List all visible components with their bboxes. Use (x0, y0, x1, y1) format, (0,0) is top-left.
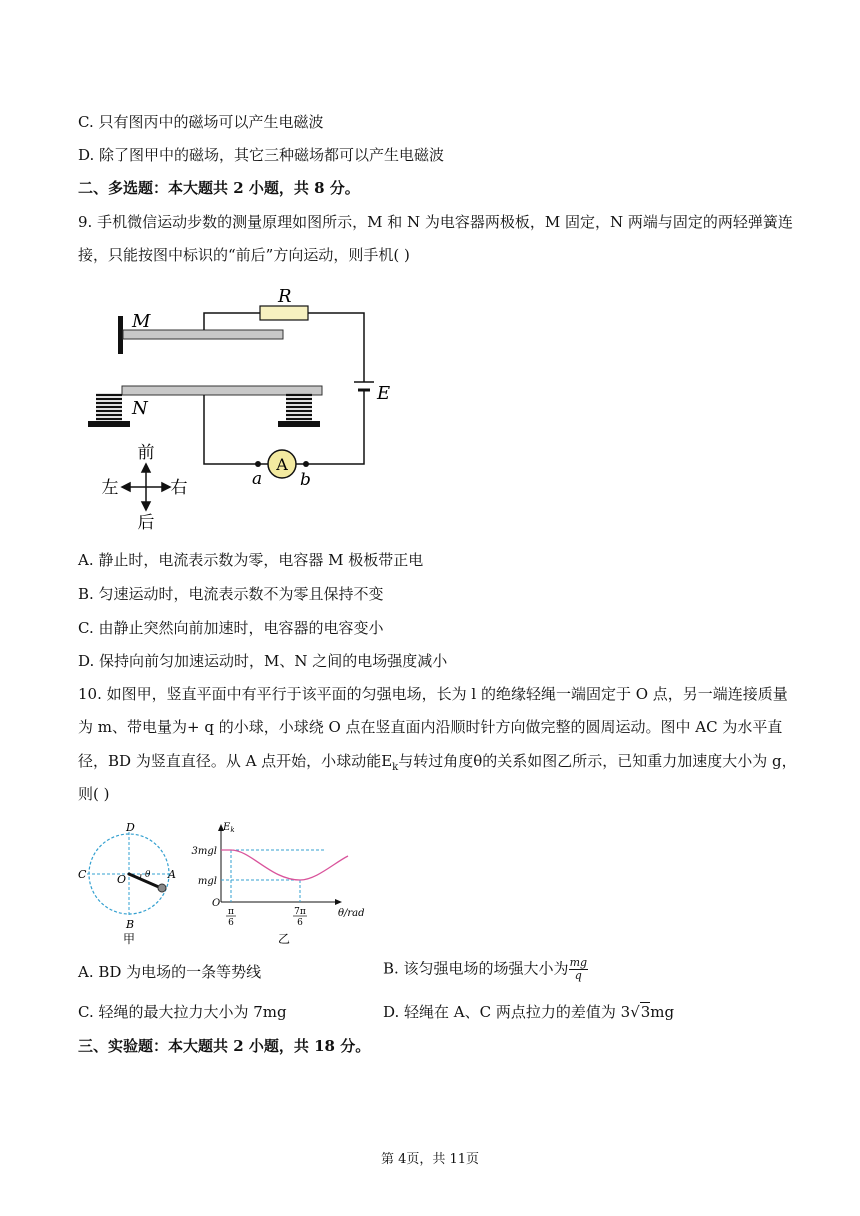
circle-label-theta: θ (145, 870, 151, 880)
section-heading-multi-choice: 二、多选题：本大题共 2 小题，共 8 分。 (78, 179, 360, 197)
n-plate (122, 386, 322, 395)
circle-diagram (87, 832, 171, 916)
q10-option-c: C. 轻绳的最大拉力大小为 7mg (78, 1003, 287, 1021)
graph-xtick1-den: 6 (228, 918, 234, 928)
graph-xtick1-num: π (228, 907, 234, 917)
label-n: N (132, 398, 148, 419)
circle-label-c: C (78, 868, 87, 881)
q9-stem-line1: 9. 手机微信运动步数的测量原理如图所示，M 和 N 为电容器两极板，M 固定，N 两端与固定的两轻弹簧连 (78, 213, 793, 231)
q10-option-b: B. 该匀强电场的场强大小为 $\frac{mg}{q}$ (383, 956, 588, 982)
caption-yi: 乙 (277, 932, 291, 946)
left-spring (96, 395, 122, 419)
left-spring-base (88, 421, 130, 427)
q10-stem-line1: 10. 如图甲，竖直平面中有平行于该平面的匀强电场，长为 l 的绝缘轻绳一端固定于 O 点，另一端连接质量 (78, 685, 788, 703)
option-d-prev: D. 除了图甲中的磁场，其它三种磁场都可以产生电磁波 (78, 146, 445, 164)
q10-stem-line2: 为 m、带电量为+ q 的小球，小球绕 O 点在竖直面内沿顺时针方向做完整的圆周运动。图中 AC 为水平直 (78, 718, 783, 736)
label-m: M (132, 311, 151, 332)
circle-label-d: D (126, 821, 135, 834)
dir-left: 左 (101, 478, 119, 498)
label-a-terminal: a (252, 469, 263, 489)
option-c-prev: C. 只有图丙中的磁场可以产生电磁波 (78, 113, 324, 131)
q9-option-c: C. 由静止突然向前加速时，电容器的电容变小 (78, 619, 384, 637)
dir-front: 前 (137, 443, 155, 463)
label-e: E (377, 383, 391, 404)
graph-origin: O (212, 898, 221, 909)
q10-stem-line3: 径，BD 为竖直直径。从 A 点开始，小球动能$E_k$与转过角度θ的关系如图乙所示，已知重力加速度大小为 g， (78, 752, 797, 773)
right-spring-base (278, 421, 320, 427)
graph-ytick-mgl: mgl (197, 876, 217, 887)
caption-jia: 甲 (122, 932, 136, 946)
q9-stem-line2: 接，只能按图中标识的“前后”方向运动，则手机( ) (78, 246, 410, 264)
label-r: R (278, 286, 292, 307)
q10-option-d: D. 轻绳在 A、C 两点拉力的差值为 3√3mg (383, 1003, 675, 1021)
q9-option-b: B. 匀速运动时，电流表示数不为零且保持不变 (78, 585, 384, 603)
graph-xtick2-den: 6 (297, 918, 303, 928)
graph-ylabel: $E_k$ (223, 822, 235, 834)
right-spring (286, 395, 312, 419)
resistor (260, 306, 308, 320)
q10-figure (76, 818, 376, 948)
dir-right: 右 (170, 478, 188, 498)
graph-xtick2-num: 7π (294, 907, 306, 917)
graph-xlabel: θ/rad (338, 908, 365, 919)
ek-theta-graph (218, 824, 348, 905)
q9-option-d: D. 保持向前匀加速运动时，M、N 之间的电场强度减小 (78, 652, 448, 670)
circle-label-a: A (168, 868, 176, 881)
page-footer: 第 4页，共 11页 (380, 1152, 480, 1167)
section-heading-experiment: 三、实验题：本大题共 2 小题，共 18 分。 (78, 1037, 371, 1055)
q9-option-a: A. 静止时，电流表示数为零，电容器 M 极板带正电 (78, 551, 424, 569)
graph-ytick-3mgl: 3mgl (191, 846, 217, 857)
dir-back: 后 (137, 513, 155, 533)
m-plate-wall (118, 316, 123, 354)
q10-stem-line4: 则( ) (78, 785, 110, 803)
circle-label-b: B (126, 918, 135, 931)
q9-circuit-figure (82, 282, 412, 537)
direction-arrows (122, 464, 170, 510)
circle-label-o: O (117, 873, 127, 886)
label-b-terminal: b (300, 470, 311, 490)
label-ammeter: A (276, 455, 288, 474)
q10-option-a: A. BD 为电场的一条等势线 (78, 963, 262, 981)
